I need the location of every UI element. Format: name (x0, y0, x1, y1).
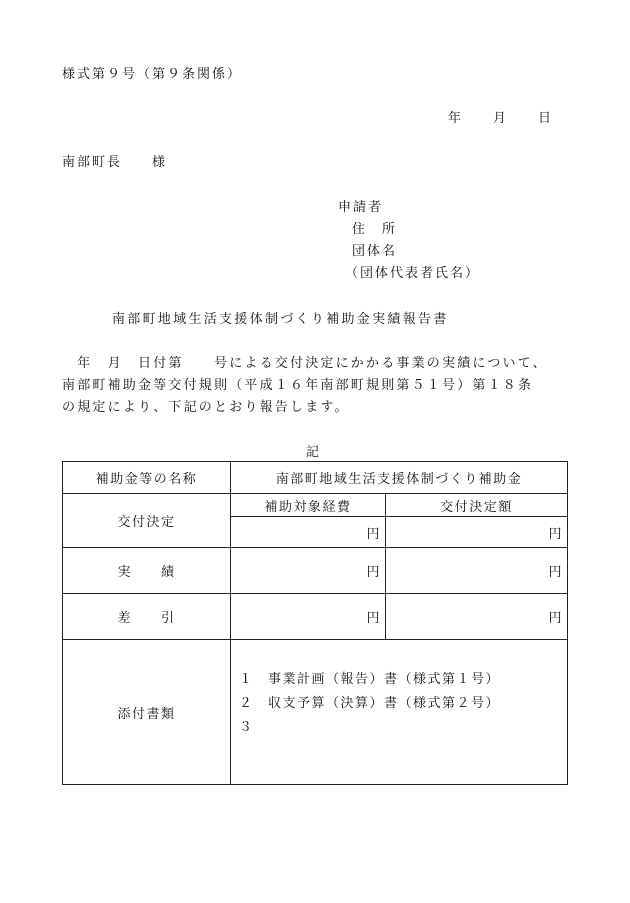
body-line-3: の規定により、下記のとおり報告します。 (62, 400, 350, 415)
decision-expense-cell: 円 (231, 517, 386, 548)
table-row (63, 548, 568, 594)
subsidy-name-label: 補助金等の名称 (63, 462, 231, 494)
attachments-label: 添付書類 (63, 640, 231, 785)
applicant-representative-label: （団体代表者氏名） (345, 266, 481, 281)
table-row (63, 462, 568, 494)
attachments-list (231, 640, 568, 785)
decision-amount-cell: 円 (386, 517, 568, 548)
report-table (62, 461, 568, 785)
table-row (63, 640, 568, 785)
result-amount-cell: 円 (386, 548, 568, 594)
attachment-item: ２ 収支予算（決算）書（様式第２号） (239, 696, 501, 711)
body-line-2: 南部町補助金等交付規則（平成１６年南部町規則第５１号）第１８条 (62, 378, 534, 393)
difference-label: 差 引 (63, 594, 231, 640)
applicant-address-label: 住 所 (352, 222, 398, 237)
amount-column-header: 交付決定額 (386, 494, 568, 517)
table-row (63, 594, 568, 640)
document-title: 南部町地域生活支援体制づくり補助金実績報告書 (112, 312, 449, 327)
addressee: 南部町長 様 (62, 155, 168, 170)
body-line-1: 年 月 日付第 号による交付決定にかかる事業の実績について、 (62, 356, 548, 371)
result-expense-cell: 円 (231, 548, 386, 594)
applicant-org-label: 団体名 (352, 244, 398, 259)
table-row (63, 494, 568, 517)
decision-label: 交付決定 (63, 494, 231, 548)
attachment-item: ３ (239, 720, 254, 735)
ki-heading: 記 (306, 445, 322, 460)
expense-column-header: 補助対象経費 (231, 494, 386, 517)
subsidy-name-value: 南部町地域生活支援体制づくり補助金 (231, 462, 568, 494)
applicant-label: 申請者 (338, 200, 384, 215)
result-label: 実 績 (63, 548, 231, 594)
difference-expense-cell: 円 (231, 594, 386, 640)
form-number: 様式第９号（第９条関係） (62, 67, 243, 82)
date-line: 年 月 日 (448, 111, 554, 126)
attachment-item: １ 事業計画（報告）書（様式第１号） (239, 672, 501, 687)
difference-amount-cell: 円 (386, 594, 568, 640)
